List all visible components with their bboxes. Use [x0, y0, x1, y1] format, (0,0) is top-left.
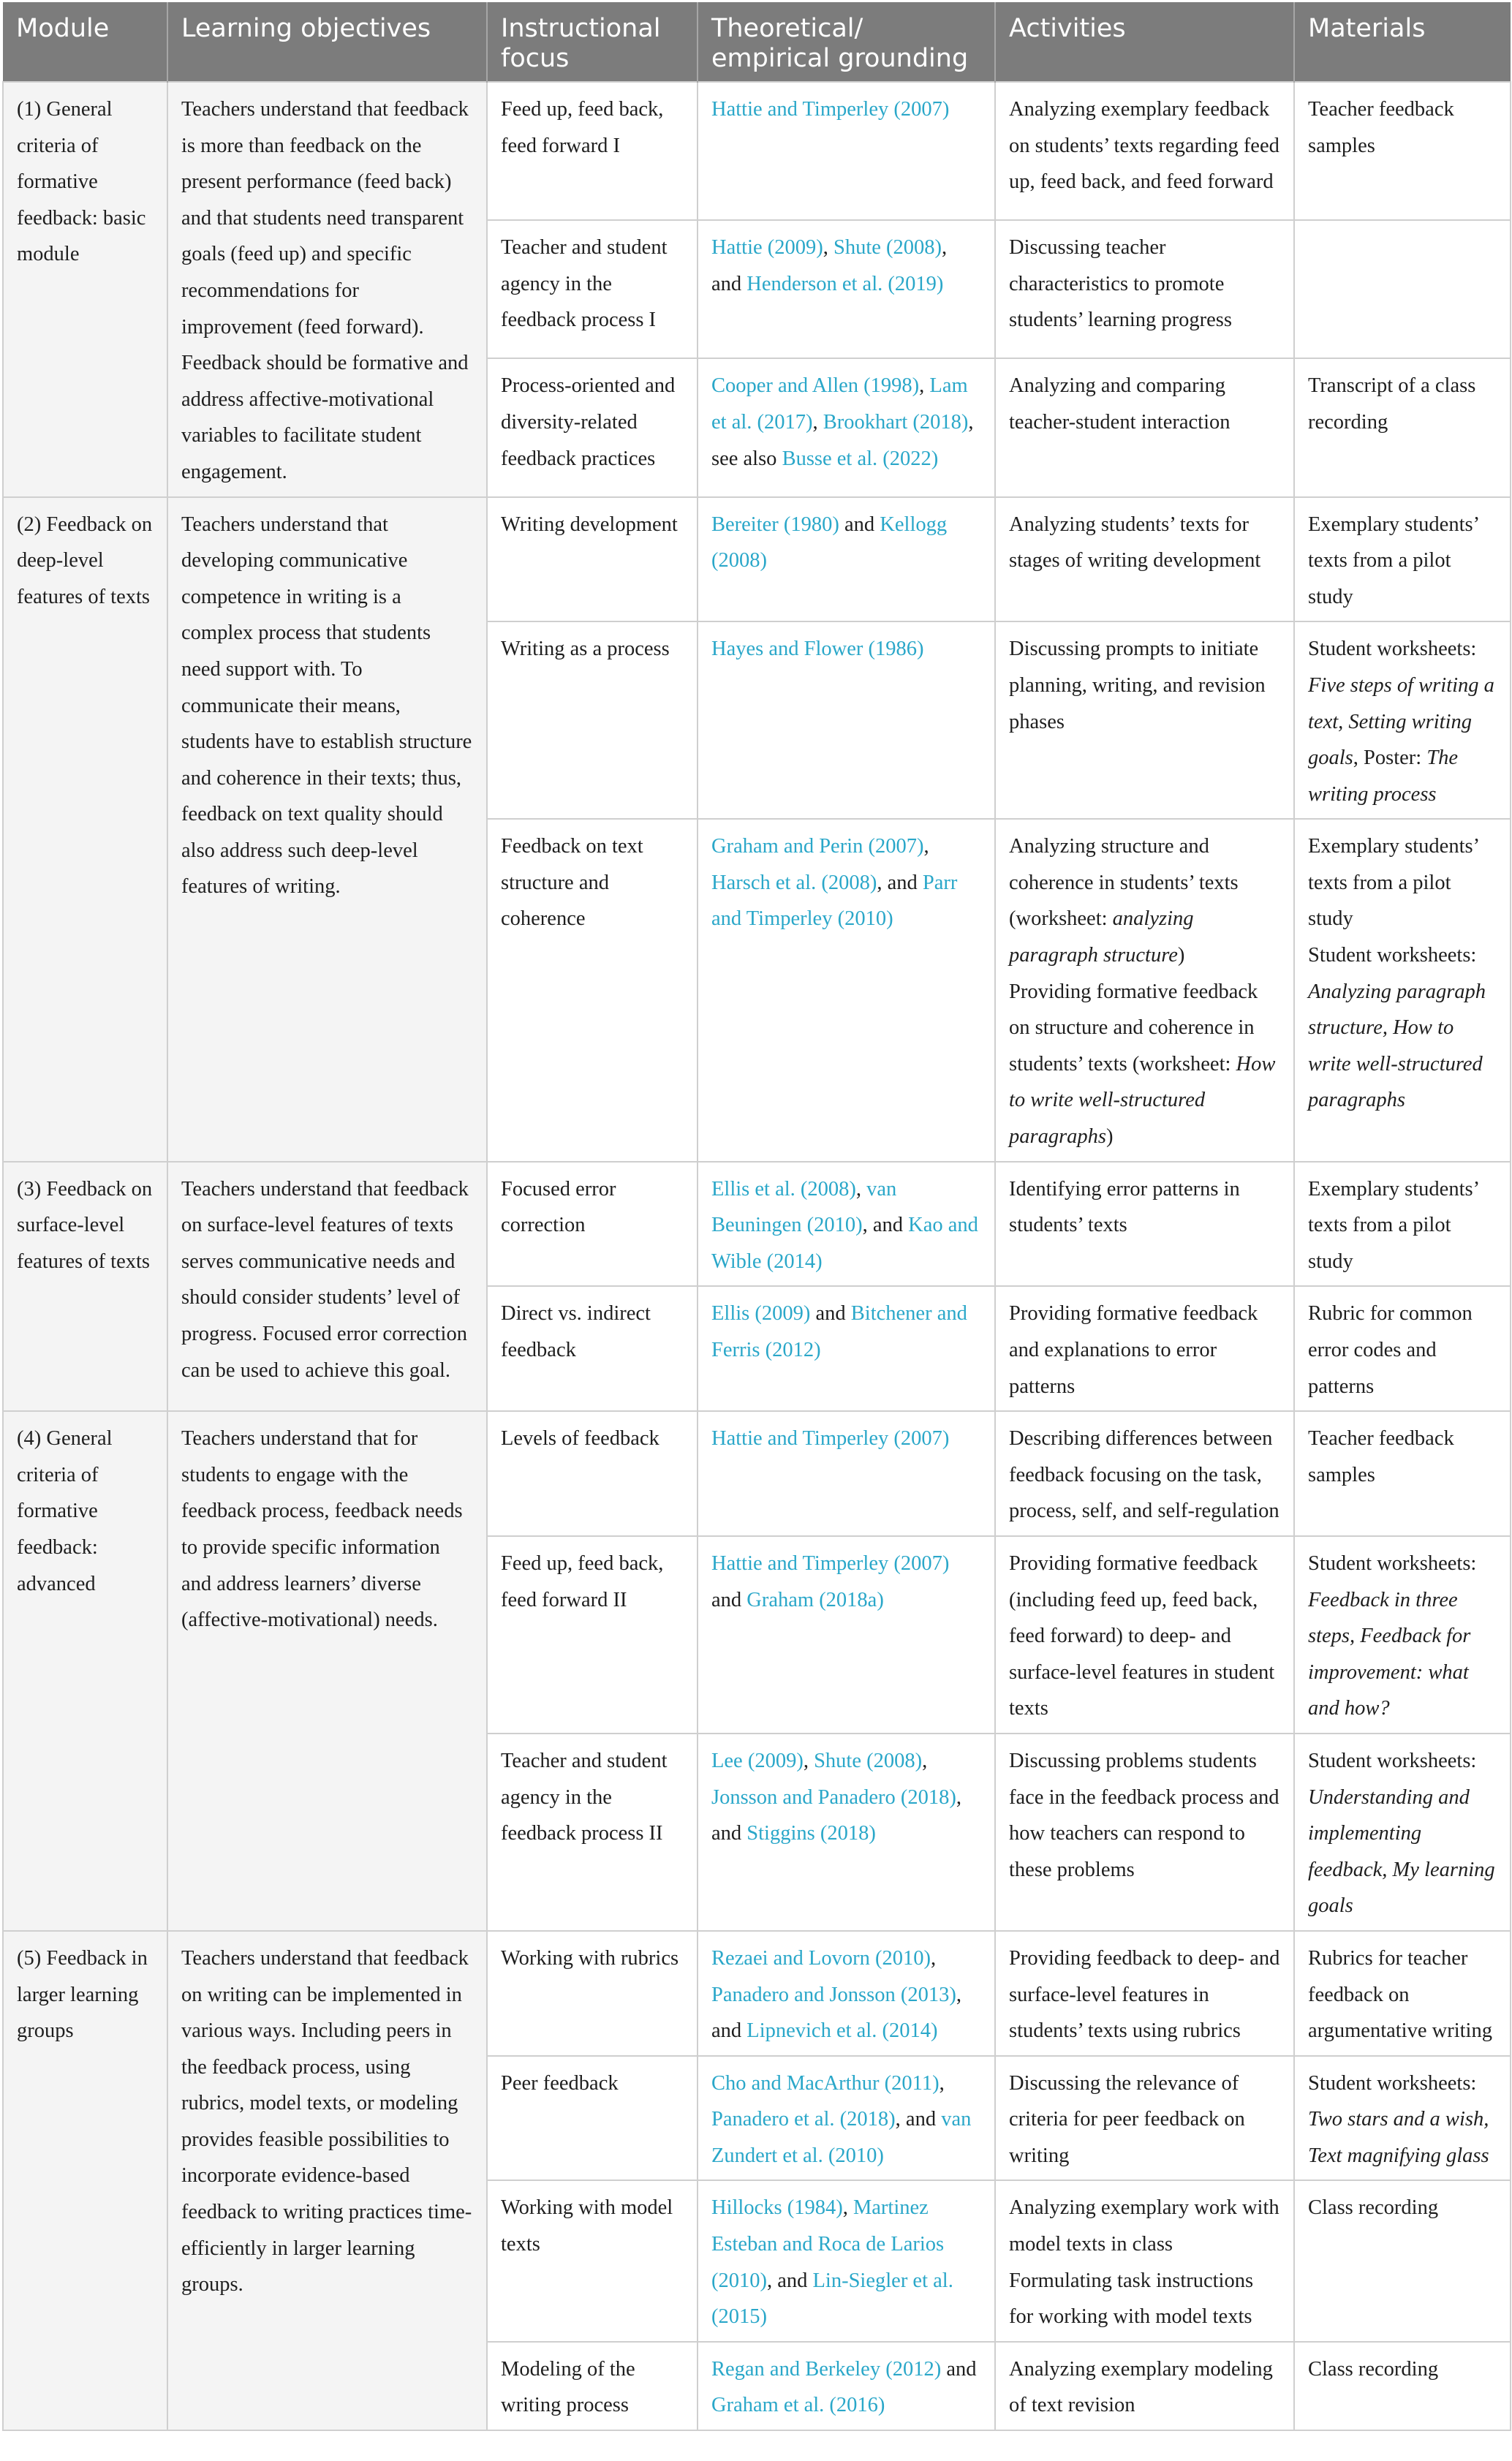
header-learning-objectives: Learning objectives [167, 2, 487, 82]
header-instructional-focus: Instructional focus [487, 2, 698, 82]
citation: Hattie and Timperley (2007) [711, 98, 950, 121]
header-row [3, 2, 1511, 82]
citation: Shute (2008) [814, 1749, 923, 1772]
cell-text: , [842, 2196, 853, 2220]
instructional-focus: Feed up, feed back, feed forward I [487, 82, 698, 220]
materials-cell [1294, 819, 1511, 1161]
instructional-focus: Writing development [487, 497, 698, 622]
cell-text: Student worksheets: [1308, 638, 1477, 661]
cell-text: Analyzing exemplary feedback on students’ texts regarding feed up, feed back, and feed forward [1009, 98, 1279, 194]
cell-text: Exemplary students’ texts from a pilot study [1308, 1177, 1478, 1273]
materials-cell [1294, 220, 1511, 358]
materials-cell [1294, 1931, 1511, 2056]
cell-text: Transcript of a class recording [1308, 374, 1476, 434]
citation: Lin-Siegler et al. (2015) [711, 2269, 953, 2329]
cell-text: ) [1106, 1125, 1114, 1149]
materials-cell [1294, 1162, 1511, 1287]
table-row [3, 82, 1511, 220]
cell-text: Rubrics for teacher feedback on argumentative writing [1308, 1946, 1492, 2043]
materials-cell [1294, 2180, 1511, 2341]
learning-objective: Teachers understand that developing communicative competence in writing is a complex process that students need support with. To communicate their means, students have to establish structure and coherence in their texts; thus, feedback on text quality should also address such deep-level features of writing. [167, 497, 487, 1162]
grounding-cell [698, 220, 995, 358]
cell-text: , [812, 410, 823, 434]
citation: Shute (2008) [834, 236, 942, 260]
cell-text: Analyzing students’ texts for stages of writing development [1009, 513, 1261, 572]
cell-text: , [930, 1946, 937, 1970]
citation: Regan and Berkeley (2012) [711, 2357, 942, 2381]
cell-text: Discussing the relevance of criteria for peer feedback on writing [1009, 2071, 1245, 2167]
module-name: (2) Feedback on deep-level features of texts [3, 497, 167, 1162]
materials-cell [1294, 1536, 1511, 1734]
citation: Panadero et al. (2018) [711, 2108, 896, 2131]
instructional-focus: Modeling of the writing process [487, 2342, 698, 2430]
citation: Hattie and Timperley (2007) [711, 1427, 950, 1451]
grounding-cell [698, 1931, 995, 2056]
instructional-focus: Feedback on text structure and coherence [487, 819, 698, 1161]
grounding-cell [698, 2056, 995, 2181]
activities-cell [995, 819, 1294, 1161]
cell-text: and [941, 2357, 977, 2381]
grounding-cell [698, 2180, 995, 2341]
table-row [3, 1411, 1511, 1536]
cell-text: , and [766, 2269, 813, 2292]
citation: Hattie and Timperley (2007) [711, 1551, 950, 1575]
citation: Harsch et al. (2008) [711, 871, 877, 894]
cell-text: , [922, 1749, 928, 1772]
cell-text: , and [711, 1785, 961, 1845]
cell-text: Providing feedback to deep- and surface-level features in students’ texts using rubrics [1009, 1946, 1280, 2043]
cell-text: , and [711, 1983, 961, 2043]
materials-cell [1294, 621, 1511, 819]
instructional-focus: Working with model texts [487, 2180, 698, 2341]
cell-text: , [855, 1177, 867, 1201]
citation: Ellis (2009) [711, 1302, 811, 1326]
citation: Henderson et al. (2019) [746, 272, 944, 295]
worksheet-title: Understanding and implementing feedback, My learning goals [1308, 1785, 1495, 1918]
worksheet-title: Analyzing paragraph structure, How to write well-structured paragraphs [1308, 980, 1486, 1112]
citation: Cooper and Allen (1998) [711, 374, 920, 398]
materials-cell [1294, 2342, 1511, 2430]
cell-text: Analyzing and comparing teacher-student interaction [1009, 374, 1231, 434]
cell-text: Describing differences between feedback focusing on the task, process, self, and self-regulation [1009, 1427, 1279, 1523]
cell-text: Teacher feedback samples [1308, 1427, 1454, 1486]
cell-text: Analyzing exemplary work with model texts in class Formulating task instructions for working with model texts [1009, 2196, 1279, 2329]
materials-cell [1294, 497, 1511, 622]
cell-text: , and [895, 2108, 942, 2131]
cell-text: , [823, 236, 834, 260]
cell-text: Teacher feedback samples [1308, 98, 1454, 157]
citation: Jonsson and Panadero (2018) [711, 1785, 956, 1809]
citation: Lee (2009) [711, 1749, 804, 1772]
instructional-focus: Working with rubrics [487, 1931, 698, 2056]
citation: Bereiter (1980) [711, 513, 839, 536]
instructional-focus: Direct vs. indirect feedback [487, 1286, 698, 1411]
activities-cell [995, 621, 1294, 819]
cell-text: , [939, 2071, 945, 2095]
grounding-cell [698, 1162, 995, 1287]
cell-text: Discussing prompts to initiate planning, writing, and revision phases [1009, 638, 1266, 733]
table-row [3, 1931, 1511, 2056]
cell-text: Discussing problems students face in the feedback process and how teachers can respond to these problems [1009, 1749, 1279, 1881]
citation: Cho and MacArthur (2011) [711, 2071, 940, 2095]
worksheet-title: Two stars and a wish, Text magnifying glass [1308, 2108, 1489, 2167]
cell-text: Student worksheets: [1308, 1749, 1477, 1772]
cell-text: Analyzing structure and coherence in students’ texts (worksheet: [1009, 835, 1239, 931]
cell-text: Student worksheets: [1308, 2071, 1477, 2095]
cell-text: and [810, 1302, 851, 1326]
activities-cell [995, 2056, 1294, 2181]
grounding-cell [698, 819, 995, 1161]
cell-text: Exemplary students’ texts from a pilot study Student worksheets: [1308, 835, 1478, 967]
citation: Hayes and Flower (1986) [711, 638, 924, 661]
grounding-cell [698, 497, 995, 622]
worksheet-title: Five steps of writing a text, Setting writing goals [1308, 673, 1494, 770]
worksheet-title: analyzing paragraph structure [1009, 907, 1194, 967]
citation: Kao and Wible (2014) [711, 1214, 978, 1273]
grounding-cell [698, 2342, 995, 2430]
materials-cell [1294, 358, 1511, 496]
materials-cell [1294, 2056, 1511, 2181]
cell-text: Providing formative feedback and explanations to error patterns [1009, 1302, 1258, 1398]
grounding-cell [698, 358, 995, 496]
cell-text: Class recording [1308, 2357, 1439, 2381]
citation: van Beuningen (2010) [711, 1177, 897, 1237]
citation: Stiggins (2018) [746, 1822, 876, 1845]
citation: Brookhart (2018) [823, 410, 969, 434]
activities-cell [995, 1162, 1294, 1287]
worksheet-title: Feedback in three steps, Feedback for improvement: what and how? [1308, 1588, 1471, 1720]
activities-cell [995, 2180, 1294, 2341]
header-module: Module [3, 2, 167, 82]
cell-text: Identifying error patterns in students’ texts [1009, 1177, 1240, 1237]
cell-text: , and [711, 236, 948, 295]
activities-cell [995, 1411, 1294, 1536]
header-grounding: Theoretical/ empirical grounding [698, 2, 995, 82]
header-materials: Materials [1294, 2, 1511, 82]
learning-objective: Teachers understand that feedback on surface-level features of texts serves communicative needs and should consider students’ level of progress. Focused error correction can be used to achieve this goal. [167, 1162, 487, 1412]
instructional-focus: Levels of feedback [487, 1411, 698, 1536]
citation: Graham and Perin (2007) [711, 835, 924, 858]
citation: Panadero and Jonsson (2013) [711, 1983, 956, 2006]
instructional-focus: Teacher and student agency in the feedback process I [487, 220, 698, 358]
grounding-cell [698, 1536, 995, 1734]
grounding-cell [698, 1411, 995, 1536]
cell-text: and [839, 513, 880, 536]
module-name: (4) General criteria of formative feedback: advanced [3, 1411, 167, 1931]
citation: Graham (2018a) [746, 1588, 884, 1611]
cell-text: , [923, 835, 929, 858]
citation: Kellogg (2008) [711, 513, 948, 572]
materials-cell [1294, 1411, 1511, 1536]
table-header [3, 2, 1511, 82]
citation: Hattie (2009) [711, 236, 823, 260]
cell-text: , and [877, 871, 923, 894]
citation: Martinez Esteban and Roca de Larios (2010) [711, 2196, 945, 2292]
grounding-cell [698, 1734, 995, 1931]
instructional-focus: Feed up, feed back, feed forward II [487, 1536, 698, 1734]
grounding-cell [698, 82, 995, 220]
cell-text: Providing formative feedback (including feed up, feed back, feed forward) to deep- and surface-level features in student texts [1009, 1551, 1275, 1720]
learning-objective: Teachers understand that for students to engage with the feedback process, feedback needs to provide specific information and address learners’ diverse (affective-motivational) needs. [167, 1411, 487, 1931]
table-row [3, 497, 1511, 622]
instructional-focus: Writing as a process [487, 621, 698, 819]
activities-cell [995, 1286, 1294, 1411]
citation: Lipnevich et al. (2014) [746, 2019, 938, 2043]
instructional-focus: Teacher and student agency in the feedback process II [487, 1734, 698, 1931]
citation: Rezaei and Lovorn (2010) [711, 1946, 931, 1970]
instructional-focus: Peer feedback [487, 2056, 698, 2181]
module-name: (5) Feedback in larger learning groups [3, 1931, 167, 2430]
activities-cell [995, 2342, 1294, 2430]
table-row [3, 1162, 1511, 1287]
cell-text: Rubric for common error codes and patterns [1308, 1302, 1473, 1398]
learning-objective: Teachers understand that feedback on writing can be implemented in various ways. Including peers in the feedback process, using rubrics, model texts, or modeling provides feasible possibilities to incorporate evidence-based feedback to writing practices time-efficiently in larger learning groups. [167, 1931, 487, 2430]
activities-cell [995, 82, 1294, 220]
grounding-cell [698, 621, 995, 819]
table-body [3, 82, 1511, 2430]
citation: Graham et al. (2016) [711, 2394, 885, 2417]
cell-text: Analyzing exemplary modeling of text revision [1009, 2357, 1273, 2417]
grounding-cell [698, 1286, 995, 1411]
worksheet-title: The writing process [1308, 746, 1459, 806]
activities-cell [995, 220, 1294, 358]
cell-text: Discussing teacher characteristics to promote students’ learning progress [1009, 236, 1232, 332]
activities-cell [995, 497, 1294, 622]
materials-cell [1294, 1286, 1511, 1411]
cell-text: Class recording [1308, 2196, 1439, 2220]
activities-cell [995, 1536, 1294, 1734]
cell-text: ) Providing formative feedback on structure and coherence in students’ texts (worksheet: [1009, 944, 1258, 1075]
module-name: (3) Feedback on surface-level features of texts [3, 1162, 167, 1412]
cell-text: Student worksheets: [1308, 1551, 1477, 1575]
instructional-focus: Focused error correction [487, 1162, 698, 1287]
cell-text: , [803, 1749, 814, 1772]
citation: Parr and Timperley (2010) [711, 871, 958, 931]
module-name: (1) General criteria of formative feedback: basic module [3, 82, 167, 497]
materials-cell [1294, 82, 1511, 220]
header-activities: Activities [995, 2, 1294, 82]
activities-cell [995, 1734, 1294, 1931]
worksheet-title: How to write well-structured paragraphs [1009, 1052, 1276, 1149]
cell-text: , Poster: [1353, 746, 1427, 770]
activities-cell [995, 1931, 1294, 2056]
instructional-focus: Process-oriented and diversity-related feedback practices [487, 358, 698, 496]
cell-text: , see also [711, 410, 974, 470]
cell-text: and [711, 1588, 747, 1611]
feedback-modules-table [2, 2, 1511, 2431]
citation: van Zundert et al. (2010) [711, 2108, 972, 2167]
cell-text: , and [862, 1214, 909, 1237]
learning-objective: Teachers understand that feedback is more than feedback on the present performance (feed back) and that students need transparent goals (feed up) and specific recommendations for improvement (feed forward). Feedback should be formative and address affective-motivational variables to facilitate student engagement. [167, 82, 487, 497]
materials-cell [1294, 1734, 1511, 1931]
cell-text: Exemplary students’ texts from a pilot study [1308, 513, 1478, 608]
cell-text: , [919, 374, 930, 398]
citation: Hillocks (1984) [711, 2196, 843, 2220]
activities-cell [995, 358, 1294, 496]
citation: Lam et al. (2017) [711, 374, 968, 434]
citation: Ellis et al. (2008) [711, 1177, 856, 1201]
citation: Busse et al. (2022) [782, 447, 939, 470]
citation: Bitchener and Ferris (2012) [711, 1302, 967, 1361]
